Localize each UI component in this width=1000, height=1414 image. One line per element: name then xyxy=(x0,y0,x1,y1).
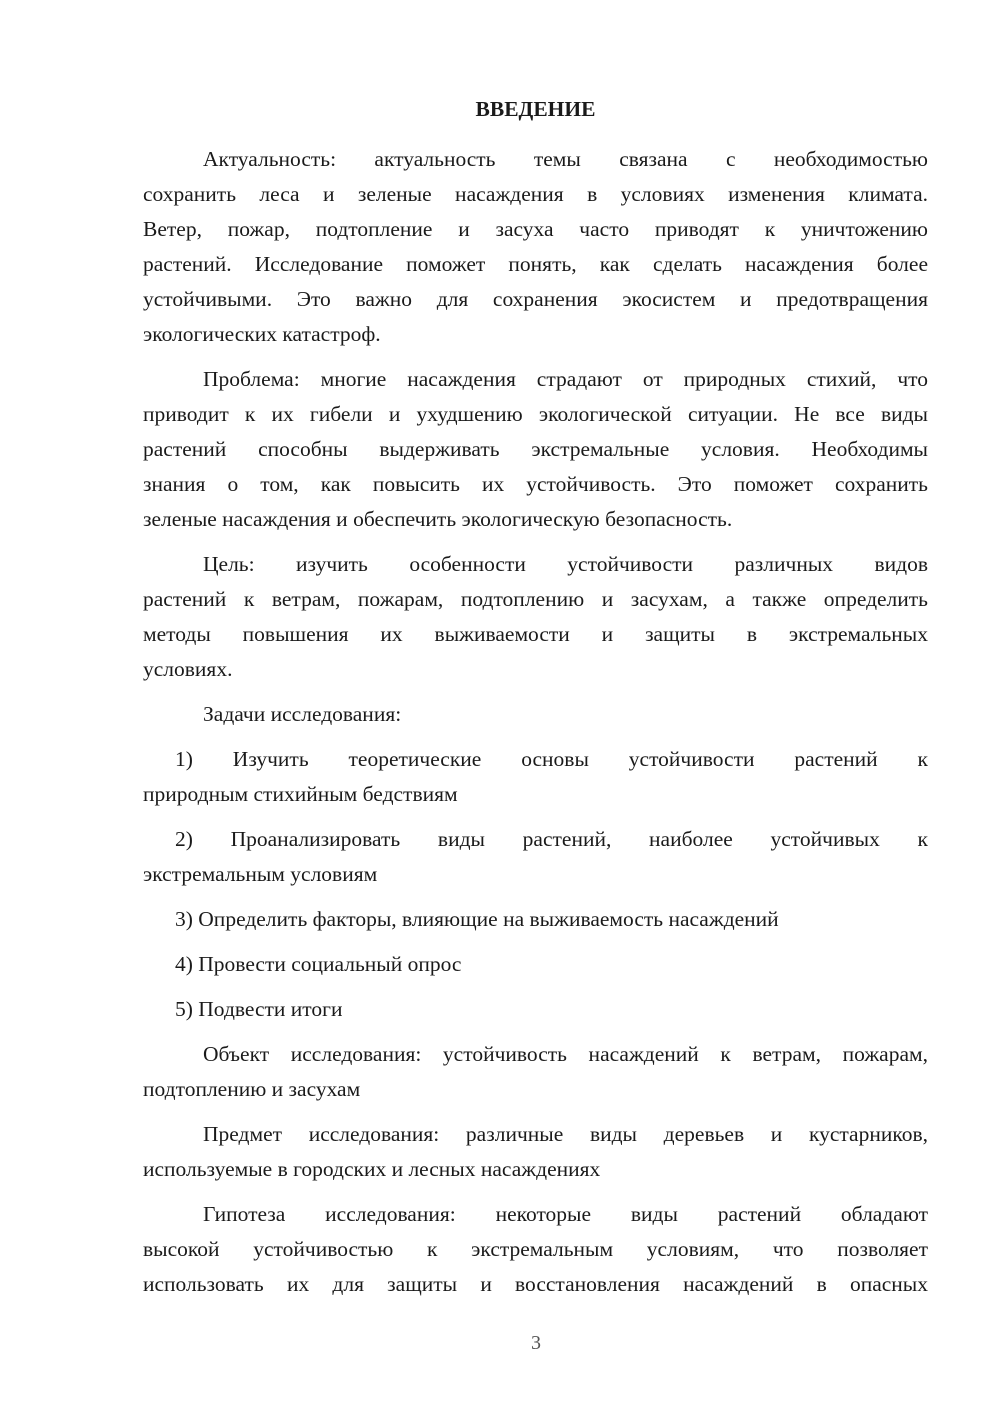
text-line: Проблема: многие насаждения страдают от природных стихий, что xyxy=(203,367,928,391)
paragraph xyxy=(143,142,928,352)
page-number: 3 xyxy=(531,1332,541,1354)
text-line: высокой устойчивостью к экстремальным условиям, что позволяет xyxy=(143,1237,928,1261)
text-line: 1) Изучить теоретические основы устойчивости растений к xyxy=(175,747,928,771)
text-line: устойчивыми. Это важно для сохранения экосистем и предотвращения xyxy=(143,287,928,311)
document-page xyxy=(143,92,928,1312)
text-line: природным стихийным бедствиям xyxy=(143,782,458,806)
text-line: растений к ветрам, пожарам, подтоплению и засухам, а также определить xyxy=(143,587,928,611)
page-title: ВВЕДЕНИЕ xyxy=(475,97,596,121)
text-line: знания о том, как повысить их устойчивость. Это поможет сохранить xyxy=(143,472,928,496)
text-line: 2) Проанализировать виды растений, наиболее устойчивых к xyxy=(175,827,928,851)
list-item xyxy=(143,947,928,982)
document-body xyxy=(143,142,928,1302)
text-line: растений. Исследование поможет понять, как сделать насаждения более xyxy=(143,252,928,276)
list-item xyxy=(143,822,928,892)
text-line: использовать их для защиты и восстановления насаждений в опасных xyxy=(143,1272,928,1296)
text-line: 3) Определить факторы, влияющие на выживаемость насаждений xyxy=(175,907,779,931)
text-line: Ветер, пожар, подтопление и засуха часто приводят к уничтожению xyxy=(143,217,928,241)
text-line: 4) Провести социальный опрос xyxy=(175,952,462,976)
text-line: приводит к их гибели и ухудшению экологической ситуации. Не все виды xyxy=(143,402,928,426)
text-line: Задачи исследования: xyxy=(203,702,402,726)
text-line: 5) Подвести итоги xyxy=(175,997,343,1021)
text-line: подтоплению и засухам xyxy=(143,1077,361,1101)
list-item xyxy=(143,992,928,1027)
paragraph xyxy=(143,1117,928,1187)
text-line: Цель: изучить особенности устойчивости различных видов xyxy=(203,552,928,576)
text-line: сохранить леса и зеленые насаждения в условиях изменения климата. xyxy=(143,182,928,206)
text-line: растений способны выдерживать экстремальные условия. Необходимы xyxy=(143,437,928,461)
text-line: экстремальным условиям xyxy=(143,862,378,886)
list-item xyxy=(143,902,928,937)
text-line: Предмет исследования: различные виды деревьев и кустарников, xyxy=(203,1122,928,1146)
paragraph xyxy=(143,362,928,537)
text-line: Гипотеза исследования: некоторые виды растений обладают xyxy=(203,1202,928,1226)
text-line: зеленые насаждения и обеспечить экологическую безопасность. xyxy=(143,507,733,531)
text-line: условиях. xyxy=(143,657,233,681)
paragraph xyxy=(143,547,928,687)
list-item xyxy=(143,742,928,812)
text-line: используемые в городских и лесных насаждениях xyxy=(143,1157,601,1181)
text-line: экологических катастроф. xyxy=(143,322,381,346)
paragraph xyxy=(143,1037,928,1107)
paragraph xyxy=(143,1197,928,1302)
text-line: методы повышения их выживаемости и защиты в экстремальных xyxy=(143,622,928,646)
text-line: Актуальность: актуальность темы связана с необходимостью xyxy=(203,147,928,171)
text-line: Объект исследования: устойчивость насаждений к ветрам, пожарам, xyxy=(203,1042,928,1066)
paragraph xyxy=(143,697,928,732)
